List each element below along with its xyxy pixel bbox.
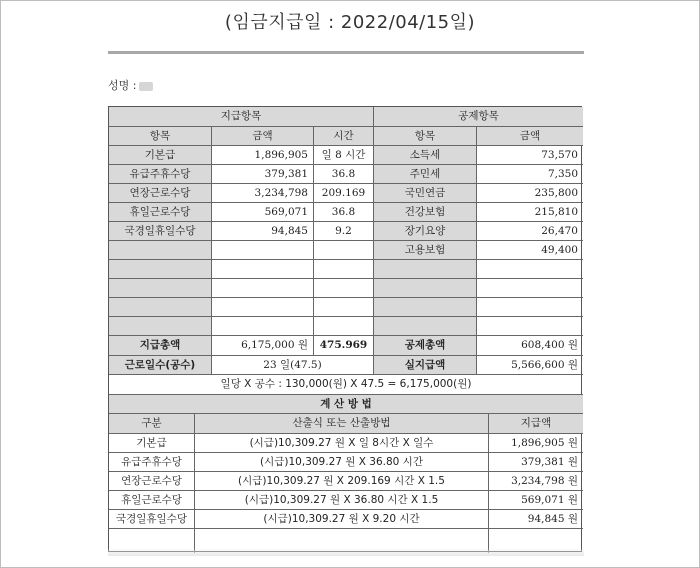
payment-row-amount: 3,234,798 xyxy=(212,184,314,203)
deduction-row-amount xyxy=(477,260,583,279)
payment-row-item: 휴일근로수당 xyxy=(109,203,212,222)
calc-row-amount: 569,071 원 xyxy=(489,491,583,510)
calc-col-formula: 산출식 또는 산출방법 xyxy=(195,414,489,434)
deduction-row-item xyxy=(374,279,477,298)
payment-row-item xyxy=(109,317,212,336)
calc-row-formula: (시급)10,309.27 원 X 209.169 시간 X 1.5 xyxy=(195,472,489,491)
deduction-row-amount xyxy=(477,298,583,317)
payment-row-time xyxy=(314,298,374,317)
deduction-row-item xyxy=(374,298,477,317)
deduction-row-item xyxy=(374,317,477,336)
calc-row-item: 휴일근로수당 xyxy=(109,491,195,510)
deduction-row-amount xyxy=(477,317,583,336)
workdays-label: 근로일수(공수) xyxy=(109,356,212,375)
deduction-row-amount: 26,470 xyxy=(477,222,583,241)
payment-row-item xyxy=(109,298,212,317)
deduction-row-amount: 235,800 xyxy=(477,184,583,203)
page-title: (임금지급일 : 2022/04/15일) xyxy=(224,12,476,33)
payment-row-item xyxy=(109,260,212,279)
payment-row-amount: 94,845 xyxy=(212,222,314,241)
payment-row-item xyxy=(109,241,212,260)
title-divider xyxy=(108,51,584,54)
payment-row-item: 국경일휴일수당 xyxy=(109,222,212,241)
pay-statement-table xyxy=(108,106,582,552)
calc-row-formula: (시급)10,309.27 원 X 36.80 시간 X 1.5 xyxy=(195,491,489,510)
page-bottom-fade xyxy=(108,548,584,556)
deduction-row-item xyxy=(374,260,477,279)
payment-row-amount xyxy=(212,260,314,279)
net-pay-label: 실지급액 xyxy=(374,356,477,375)
deduction-row-item: 고용보험 xyxy=(374,241,477,260)
payment-row-time: 36.8 xyxy=(314,203,374,222)
payment-row-time: 일 8 시간 xyxy=(314,146,374,165)
calc-row-formula: (시급)10,309.27 원 X 9.20 시간 xyxy=(195,510,489,529)
deduction-row-amount: 215,810 xyxy=(477,203,583,222)
calc-row-item: 기본급 xyxy=(109,434,195,453)
payment-row-amount xyxy=(212,317,314,336)
payment-row-item: 유급주휴수당 xyxy=(109,165,212,184)
deduction-row-item: 건강보험 xyxy=(374,203,477,222)
deduction-row-amount xyxy=(477,279,583,298)
calc-row-item: 유급주휴수당 xyxy=(109,453,195,472)
payment-row-amount: 1,896,905 xyxy=(212,146,314,165)
calc-row-amount: 3,234,798 원 xyxy=(489,472,583,491)
calc-row-item: 국경일휴일수당 xyxy=(109,510,195,529)
calc-row-amount: 94,845 원 xyxy=(489,510,583,529)
calc-col-amount: 지급액 xyxy=(489,414,583,434)
payment-row-amount: 379,381 xyxy=(212,165,314,184)
payment-row-time xyxy=(314,317,374,336)
calc-row-item: 연장근로수당 xyxy=(109,472,195,491)
payment-col-time: 시간 xyxy=(314,127,374,146)
deduction-col-amount: 금액 xyxy=(477,127,583,146)
deduction-row-amount: 49,400 xyxy=(477,241,583,260)
payment-row-item xyxy=(109,279,212,298)
deduction-total-label: 공제총액 xyxy=(374,336,477,356)
deduction-row-amount: 73,570 xyxy=(477,146,583,165)
payment-total-amount: 6,175,000 원 xyxy=(212,336,314,356)
payment-row-time xyxy=(314,260,374,279)
calc-col-item: 구분 xyxy=(109,414,195,434)
payment-col-amount: 금액 xyxy=(212,127,314,146)
employee-name xyxy=(108,77,153,93)
payment-row-item: 연장근로수당 xyxy=(109,184,212,203)
payment-row-amount xyxy=(212,279,314,298)
deduction-row-item: 장기요양 xyxy=(374,222,477,241)
deduction-row-item: 주민세 xyxy=(374,165,477,184)
payment-row-amount: 569,071 xyxy=(212,203,314,222)
deduction-col-item: 항목 xyxy=(374,127,477,146)
calc-row-amount: 379,381 원 xyxy=(489,453,583,472)
payment-row-time: 9.2 xyxy=(314,222,374,241)
deduction-total-amount: 608,400 원 xyxy=(477,336,583,356)
deduction-row-item: 국민연금 xyxy=(374,184,477,203)
calc-row-amount: 1,896,905 원 xyxy=(489,434,583,453)
redacted-name xyxy=(139,82,153,91)
workdays-value: 23 일(47.5) xyxy=(212,356,374,375)
payment-row-item: 기본급 xyxy=(109,146,212,165)
daily-wage-formula: 일당 X 공수 : 130,000(원) X 47.5 = 6,175,000(원) xyxy=(109,375,583,395)
payment-total-hours: 475.969 xyxy=(314,336,374,356)
payment-row-amount xyxy=(212,298,314,317)
payment-row-amount xyxy=(212,241,314,260)
deduction-section-header: 공제항목 xyxy=(374,107,583,127)
payment-row-time: 209.169 xyxy=(314,184,374,203)
net-pay-amount: 5,566,600 원 xyxy=(477,356,583,375)
payment-row-time xyxy=(314,241,374,260)
payment-row-time: 36.8 xyxy=(314,165,374,184)
payment-section-header: 지급항목 xyxy=(109,107,374,127)
deduction-row-item: 소득세 xyxy=(374,146,477,165)
calc-row-formula: (시급)10,309.27 원 X 36.80 시간 xyxy=(195,453,489,472)
payment-total-label: 지급총액 xyxy=(109,336,212,356)
payment-col-item: 항목 xyxy=(109,127,212,146)
calc-section-header: 계 산 방 법 xyxy=(109,395,583,414)
name-label: 성명 : xyxy=(108,79,137,92)
payment-row-time xyxy=(314,279,374,298)
calc-row-formula: (시급)10,309.27 원 X 일 8시간 X 일수 xyxy=(195,434,489,453)
deduction-row-amount: 7,350 xyxy=(477,165,583,184)
